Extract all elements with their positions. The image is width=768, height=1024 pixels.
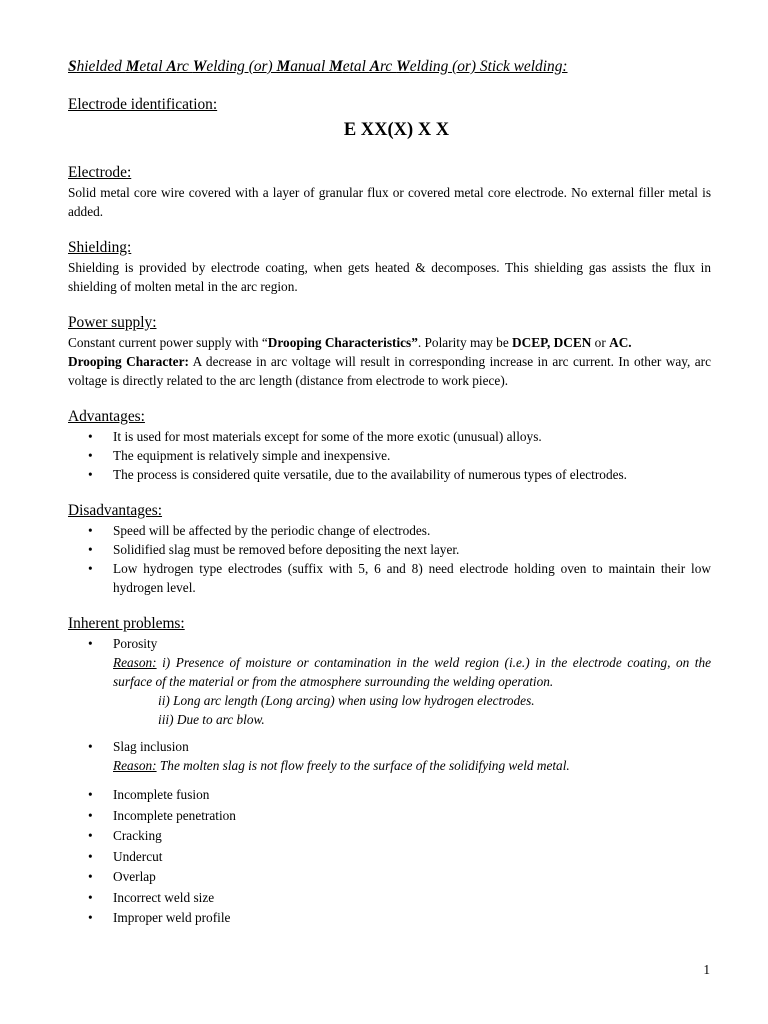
porosity-reason xyxy=(113,653,711,691)
title-fragment: anual xyxy=(290,58,330,75)
slag-label: Slag inclusion xyxy=(113,739,189,754)
shielding-heading: Shielding: xyxy=(68,239,132,256)
electrode-text: Solid metal core wire covered with a layer of granular flux or covered metal core electrode. No external filler metal is added. xyxy=(68,185,711,219)
inherent-problems-list xyxy=(68,634,711,775)
porosity-reason-2: ii) Long arc length (Long arcing) when using low hydrogen electrodes. xyxy=(158,693,535,708)
list-item: • Incorrect weld size xyxy=(68,888,711,909)
porosity-label: Porosity xyxy=(113,636,158,651)
shielding-text: Shielding is provided by electrode coating, when gets heated & decomposes. This shielding gas assists the flux in shielding of molten metal in the arc region. xyxy=(68,260,711,294)
list-item-slag xyxy=(68,737,711,775)
title-initial: S xyxy=(68,58,77,75)
list-item: • Low hydrogen type electrodes (suffix with 5, 6 and 8) need electrode holding oven to maintain their low hydrogen level. xyxy=(68,559,711,597)
list-item: • The process is considered quite versatile, due to the availability of numerous types of electrodes. xyxy=(68,465,711,484)
inherent-problems-heading: Inherent problems: xyxy=(68,615,185,632)
inherent-problems-more xyxy=(68,785,711,929)
title-initial: M xyxy=(329,58,343,75)
title-initial: M xyxy=(125,58,140,75)
title-fragment: elding (or) Stick welding: xyxy=(409,58,568,75)
title-fragment: etal xyxy=(342,58,370,75)
list-item: • Speed will be affected by the periodic change of electrodes. xyxy=(68,521,711,540)
power-supply-text xyxy=(68,333,711,390)
title-fragment: rc xyxy=(380,58,397,75)
title-fragment: etal xyxy=(139,58,167,75)
power-supply-text-c: . Polarity may be xyxy=(417,335,513,350)
electrode-heading: Electrode: xyxy=(68,164,132,181)
title-initial: M xyxy=(276,58,291,75)
electrode-identification-heading: Electrode identification: xyxy=(68,96,218,113)
porosity-reason-3: iii) Due to arc blow. xyxy=(158,712,265,727)
list-item: • Overlap xyxy=(68,867,711,888)
title-fragment: rc xyxy=(176,58,193,75)
power-supply-text-a: Constant current power supply with “ xyxy=(68,335,268,350)
list-item: • Incomplete fusion xyxy=(68,785,711,806)
title-initial: W xyxy=(192,58,207,75)
page-number: 1 xyxy=(703,962,710,977)
document-title xyxy=(68,57,711,77)
reason-tag: Reason: xyxy=(113,655,157,670)
advantages-heading: Advantages: xyxy=(68,408,145,425)
drooping-character-label: Drooping Character: xyxy=(68,354,189,369)
title-initial: A xyxy=(166,58,177,75)
polarity-dc: DCEP, DCEN xyxy=(512,335,592,350)
title-fragment: elding (or) xyxy=(206,58,277,75)
list-item: • The equipment is relatively simple and inexpensive. xyxy=(68,446,711,465)
reason-text: i) Presence of moisture or contamination in the weld region (i.e.) in the electrode coating, on the surface of the material or from the atmosphere surrounding the welding operation. xyxy=(113,655,711,689)
title-initial: A xyxy=(369,58,380,75)
polarity-ac: AC. xyxy=(609,335,632,350)
slag-reason xyxy=(113,756,711,775)
list-item: • Incomplete penetration xyxy=(68,806,711,827)
title-fragment: hielded xyxy=(76,58,126,75)
drooping-characteristics-label: Drooping Characteristics” xyxy=(267,335,418,350)
power-supply-heading: Power supply: xyxy=(68,314,157,331)
reason-tag: Reason: xyxy=(113,758,157,773)
disadvantages-heading: Disadvantages: xyxy=(68,502,163,519)
list-item-porosity xyxy=(68,634,711,729)
electrode-formula: E XX(X) X X xyxy=(343,120,450,140)
list-item: • Solidified slag must be removed before depositing the next layer. xyxy=(68,540,711,559)
power-supply-text-e: or xyxy=(591,335,610,350)
advantages-list xyxy=(68,427,711,484)
list-item: • Undercut xyxy=(68,847,711,868)
list-item: • Cracking xyxy=(68,826,711,847)
list-item: • It is used for most materials except for some of the more exotic (unusual) alloys. xyxy=(68,427,711,446)
disadvantages-list xyxy=(68,521,711,597)
reason-text: The molten slag is not flow freely to the surface of the solidifying weld metal. xyxy=(156,758,570,773)
title-initial: W xyxy=(396,58,410,75)
drooping-character-text: A decrease in arc voltage will result in corresponding increase in arc current. In other way, arc voltage is directly related to the arc length (distance from electrode to work piece). xyxy=(68,354,711,388)
list-item: • Improper weld profile xyxy=(68,908,711,929)
